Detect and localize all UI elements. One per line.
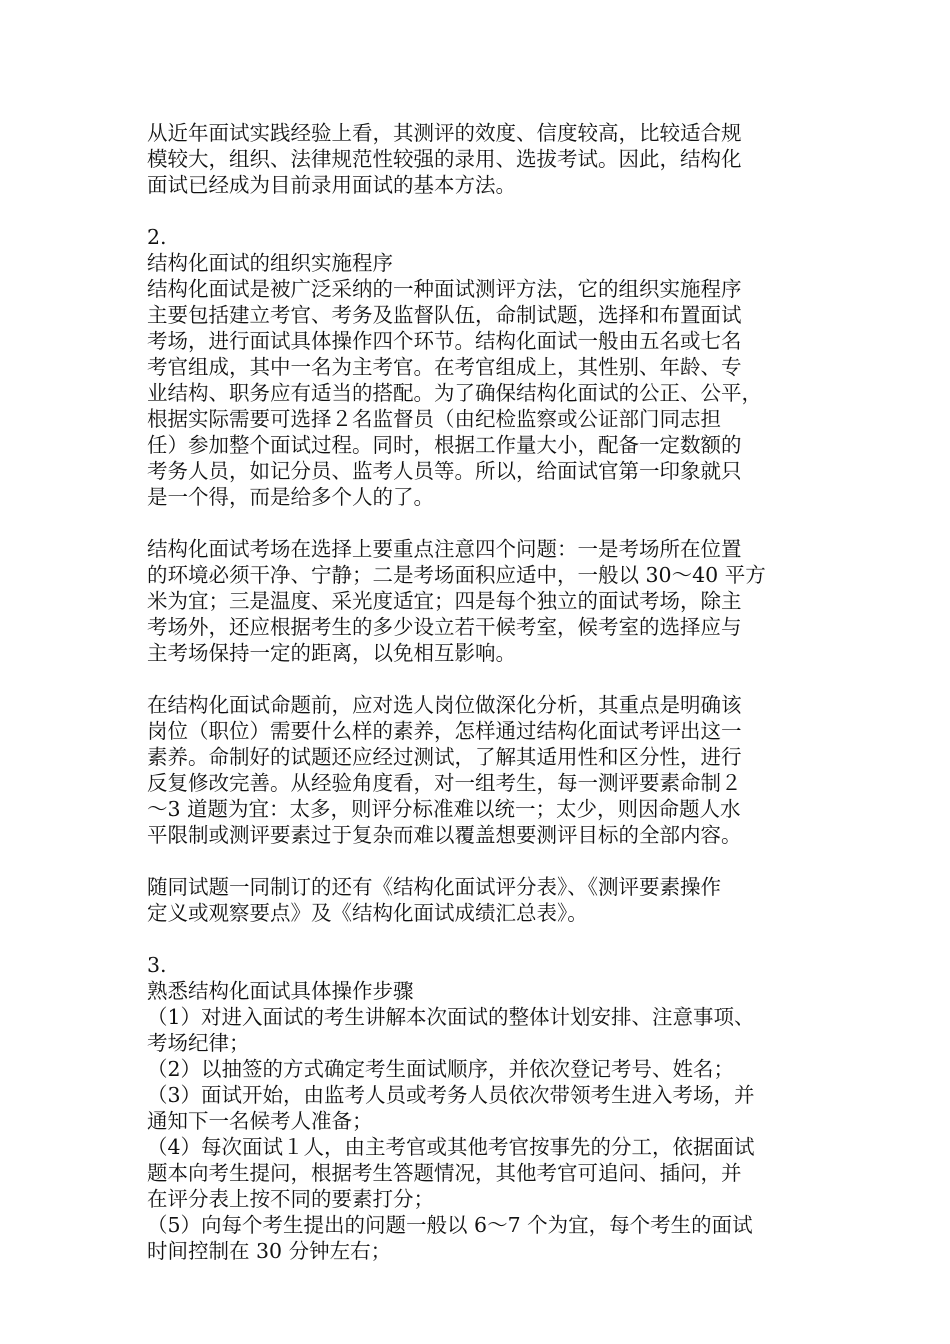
text-line: 考场外，还应根据考生的多少设立若干候考室，候考室的选择应与 <box>147 615 742 639</box>
section-heading: 结构化面试的组织实施程序 <box>147 251 393 275</box>
text-line: 主要包括建立考官、考务及监督队伍，命制试题，选择和布置面试 <box>147 303 742 327</box>
step-line: 通知下一名候考人准备； <box>147 1109 373 1133</box>
intro-paragraph <box>147 120 812 198</box>
section-2 <box>147 224 812 926</box>
text-line: 素养。命制好的试题还应经过测试，了解其适用性和区分性，进行 <box>147 745 742 769</box>
text-line: 随同试题一同制订的还有《结构化面试评分表》、《测评要素操作 <box>147 875 721 899</box>
text-line: 从近年面试实践经验上看，其测评的效度、信度较高，比较适合规 <box>147 121 742 145</box>
section-2-paragraph-1 <box>147 276 812 510</box>
step-line: （1）对进入面试的考生讲解本次面试的整体计划安排、注意事项、 <box>147 1005 755 1029</box>
text-line: 在结构化面试命题前，应对选人岗位做深化分析，其重点是明确该 <box>147 693 742 717</box>
text-line: 定义或观察要点》及《结构化面试成绩汇总表》。 <box>147 901 588 925</box>
section-3-steps <box>147 1004 812 1264</box>
step-line: 时间控制在 30 分钟左右； <box>147 1239 392 1263</box>
text-line: 平限制或测评要素过于复杂而难以覆盖想要测评目标的全部内容。 <box>147 823 742 847</box>
text-line: 结构化面试考场在选择上要重点注意四个问题：一是考场所在位置 <box>147 537 742 561</box>
text-line: 米为宜；三是温度、采光度适宜；四是每个独立的面试考场，除主 <box>147 589 742 613</box>
text-line: 业结构、职务应有适当的搭配。为了确保结构化面试的公正、公平， <box>147 381 762 405</box>
section-2-paragraph-3 <box>147 692 812 848</box>
text-line: 面试已经成为目前录用面试的基本方法。 <box>147 173 516 197</box>
text-line: 模较大，组织、法律规范性较强的录用、选拔考试。因此，结构化 <box>147 147 742 171</box>
section-2-paragraph-4 <box>147 874 812 926</box>
text-line: 反复修改完善。从经验角度看，对一组考生，每一测评要素命制２ <box>147 771 742 795</box>
text-line: 结构化面试是被广泛采纳的一种面试测评方法，它的组织实施程序 <box>147 277 742 301</box>
section-number: 2. <box>147 225 167 249</box>
text-line: ～3 道题为宜：太多，则评分标准难以统一；太少，则因命题人水 <box>147 797 741 821</box>
step-line: （2）以抽签的方式确定考生面试顺序，并依次登记考号、姓名； <box>147 1057 735 1081</box>
step-line: 题本向考生提问，根据考生答题情况，其他考官可追问、插问，并 <box>147 1161 742 1185</box>
step-line: 考场纪律； <box>147 1031 250 1055</box>
text-line: 的环境必须干净、宁静；二是考场面积应适中，一般以 30～40 平方 <box>147 563 766 587</box>
text-line: 岗位（职位）需要什么样的素养，怎样通过结构化面试考评出这一 <box>147 719 742 743</box>
section-number: 3. <box>147 953 167 977</box>
section-3 <box>147 952 812 1264</box>
text-line: 任）参加整个面试过程。同时，根据工作量大小，配备一定数额的 <box>147 433 742 457</box>
text-line: 根据实际需要可选择２名监督员（由纪检监察或公证部门同志担 <box>147 407 721 431</box>
section-2-paragraph-2 <box>147 536 812 666</box>
text-line: 主考场保持一定的距离，以免相互影响。 <box>147 641 516 665</box>
step-line: 在评分表上按不同的要素打分； <box>147 1187 434 1211</box>
section-heading: 熟悉结构化面试具体操作步骤 <box>147 979 414 1003</box>
text-line: 考场，进行面试具体操作四个环节。结构化面试一般由五名或七名 <box>147 329 742 353</box>
text-line: 考官组成，其中一名为主考官。在考官组成上，其性别、年龄、专 <box>147 355 742 379</box>
step-line: （5）向每个考生提出的问题一般以 6～7 个为宜，每个考生的面试 <box>147 1213 753 1237</box>
step-line: （3）面试开始，由监考人员或考务人员依次带领考生进入考场，并 <box>147 1083 755 1107</box>
step-line: （4）每次面试１人，由主考官或其他考官按事先的分工，依据面试 <box>147 1135 755 1159</box>
text-line: 考务人员，如记分员、监考人员等。所以，给面试官第一印象就只 <box>147 459 742 483</box>
document-page <box>147 120 812 1264</box>
text-line: 是一个得，而是给多个人的了。 <box>147 485 434 509</box>
